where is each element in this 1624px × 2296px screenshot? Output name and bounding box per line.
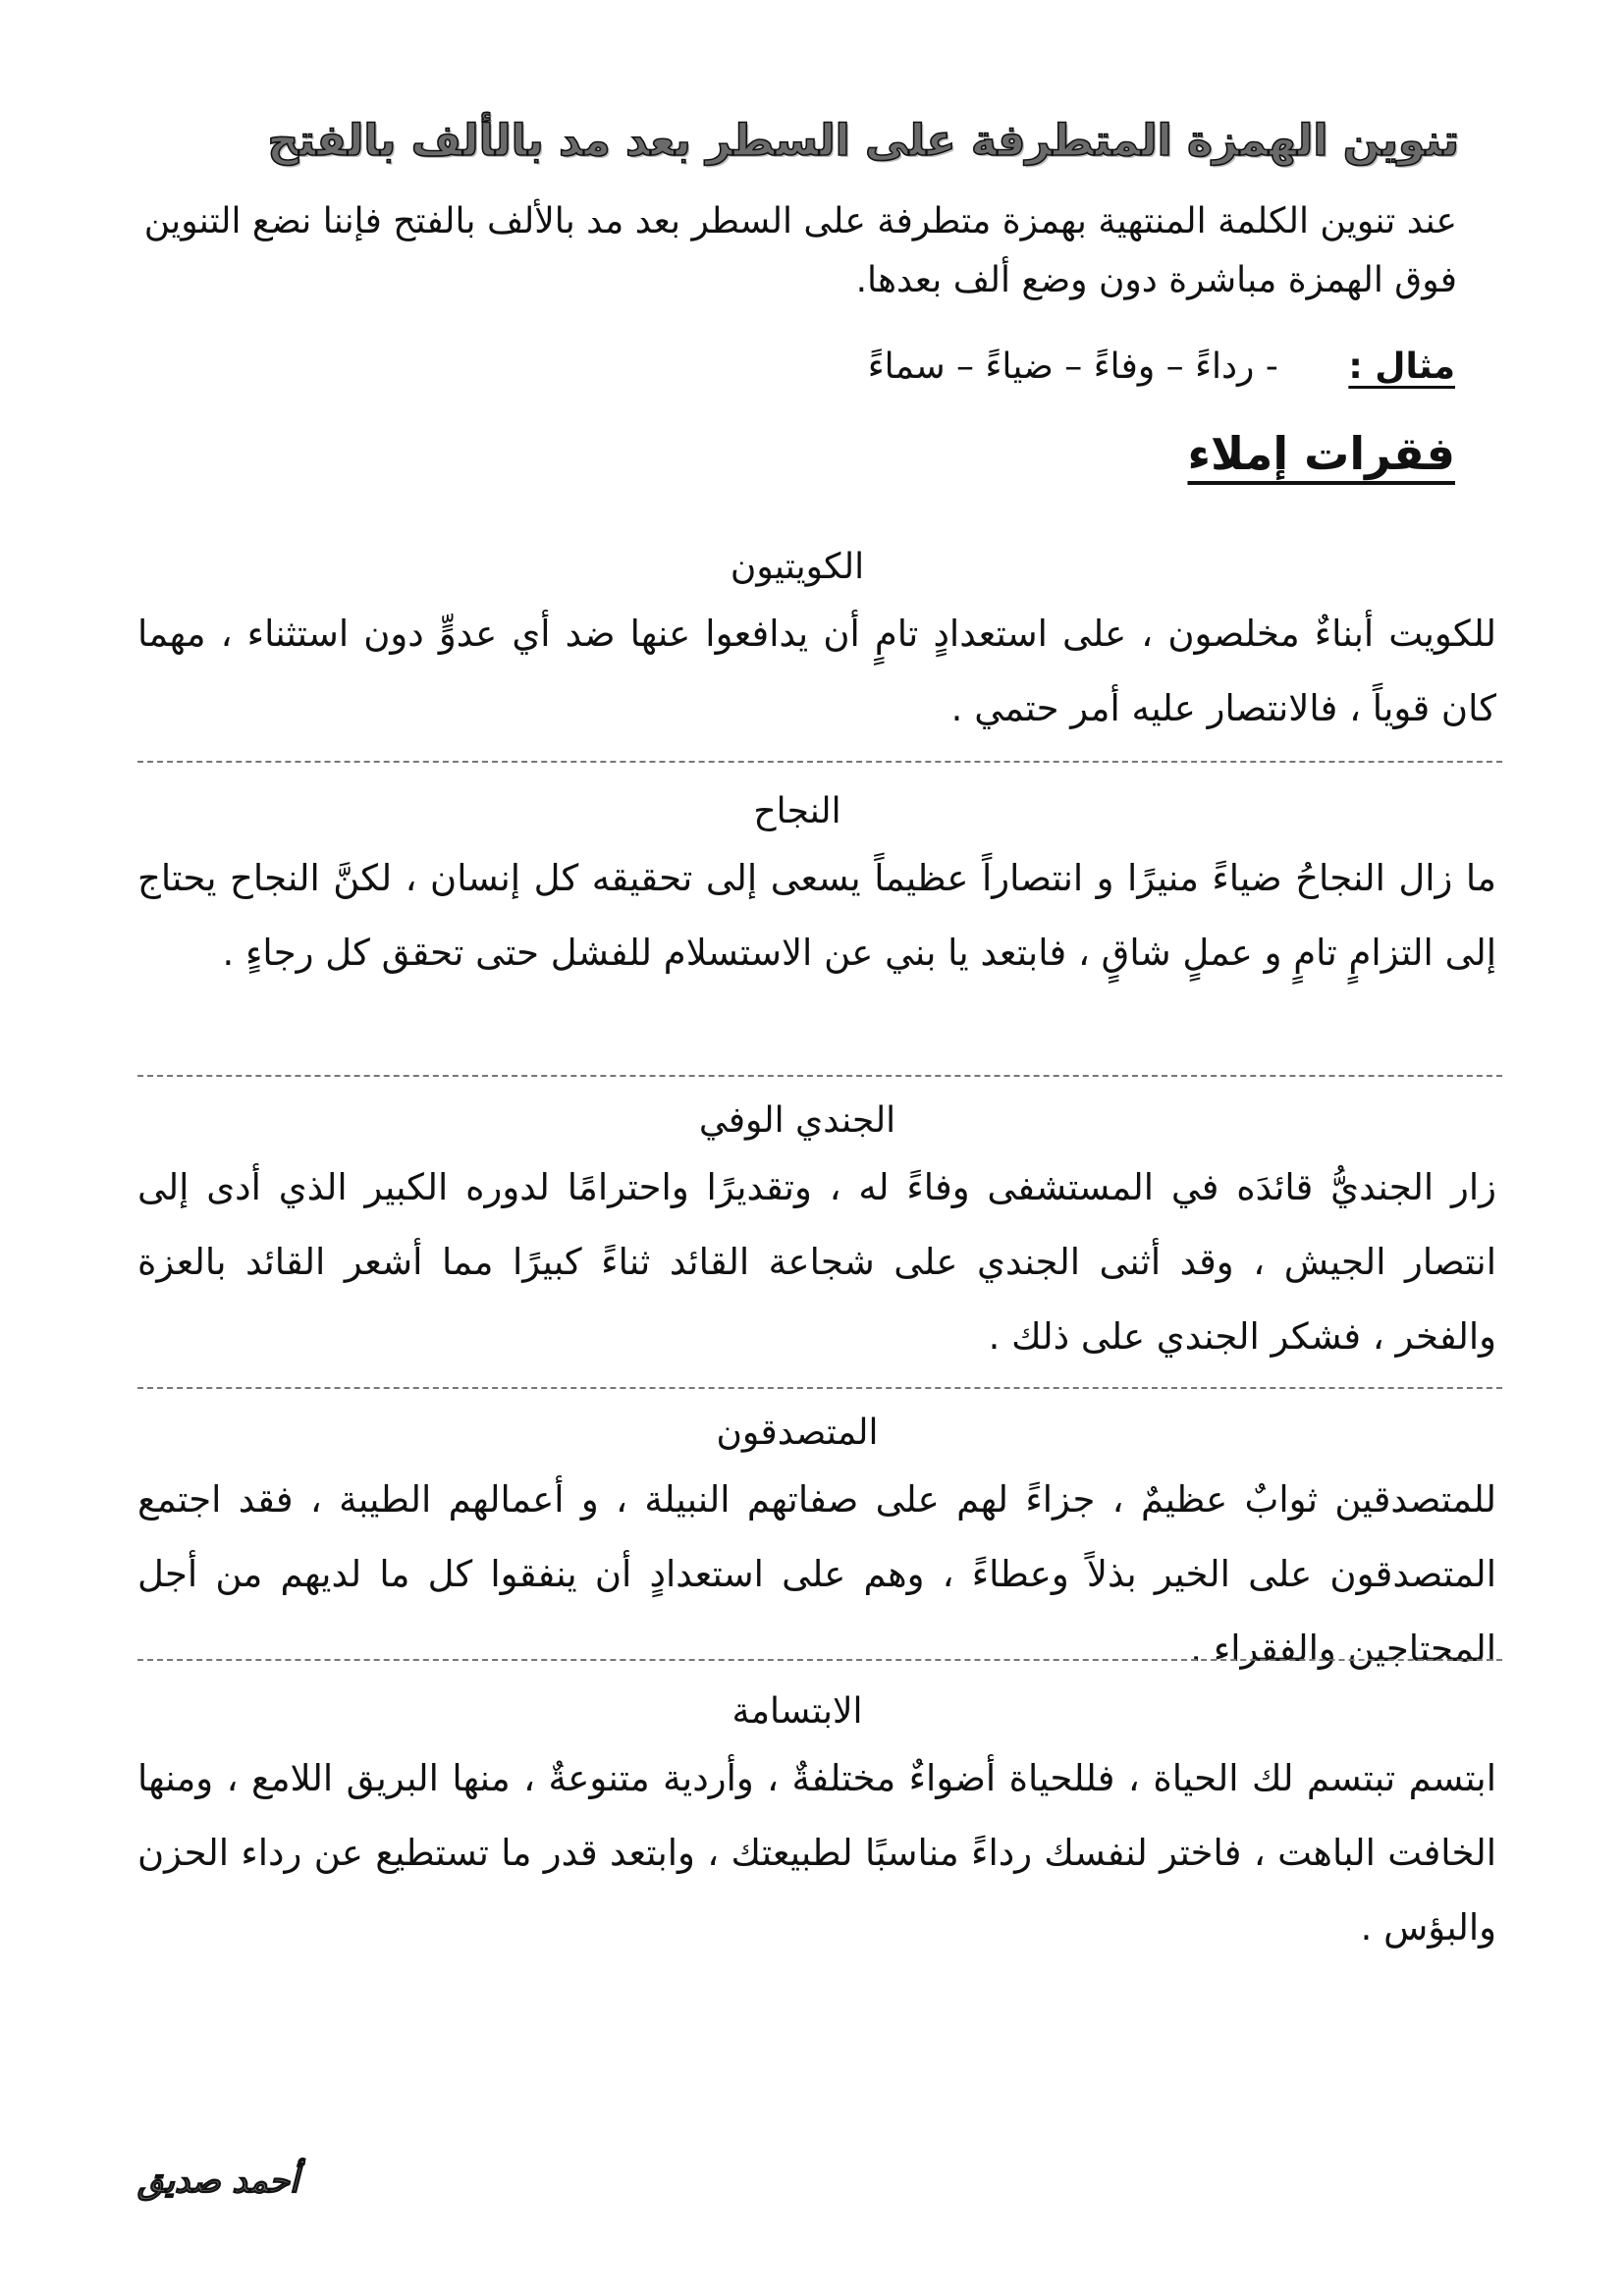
paragraph-title: الجندي الوفي — [698, 1100, 896, 1141]
dictation-paragraph — [137, 1682, 1496, 1965]
paragraph-title: الابتسامة — [731, 1691, 863, 1732]
example-label: مثال : — [1348, 347, 1455, 387]
rule-explanation: عند تنوين الكلمة المنتهية بهمزة متطرفة على السطر بعد مد بالألف بالفتح فإننا نضع التنوين فوق الهمزة مباشرة دون وضع ألف بعدها. — [143, 201, 1457, 300]
paragraph-body: ابتسم تبتسم لك الحياة ، فللحياة أضواءٌ مختلفةٌ ، وأردية متنوعةٌ ، منها البريق اللامع ، ومنها الخافت الباهت ، فاختر لنفسك رداءً مناسبًا لطبيعتك ، وابتعد قدر ما تستطيع عن رداء الحزن والبؤس . — [137, 1757, 1496, 1949]
author-signature: أحمد صديق — [137, 2162, 299, 2201]
paragraph-body: ما زال النجاحُ ضياءً منيرًا و انتصاراً عظيماً يسعى إلى تحقيقه كل إنسان ، لكنَّ النجاح يحتاج إلى التزامٍ تامٍ و عملٍ شاقٍ ، فابتعد يا بني عن الاستسلام للفشل حتى تحقق كل رجاءٍ . — [137, 857, 1496, 974]
dictation-paragraph — [137, 1404, 1496, 1686]
paragraph-title: النجاح — [753, 791, 841, 831]
example-words: - رداءً – وفاءً – ضياءً – سماءً — [867, 347, 1278, 387]
lesson-title: تنوين الهمزة المتطرفة على السطر بعد مد بالألف بالفتح — [267, 116, 1459, 166]
dictation-paragraph — [137, 782, 1496, 990]
paragraph-body: للكويت أبناءٌ مخلصون ، على استعدادٍ تامٍ أن يدافعوا عنها ضد أي عدوٍّ دون استثناء ، مهما كان قوياً ، فالانتصار عليه أمر حتمي . — [137, 613, 1496, 729]
dashed-divider — [137, 1659, 1502, 1661]
dictation-paragraph — [137, 538, 1496, 746]
example-row — [179, 342, 1455, 393]
paragraph-title: الكويتيون — [730, 547, 865, 587]
section-heading: فقرات إملاء — [1187, 427, 1455, 480]
paragraph-body: للمتصدقين ثوابٌ عظيمٌ ، جزاءً لهم على صفاتهم النبيلة ، و أعمالهم الطيبة ، فقد اجتمع المتصدقون على الخير بذلاً وعطاءً ، وهم على استعدادٍ أن ينفقوا كل ما لديهم من أجل المحتاجين والفقراء . — [137, 1478, 1496, 1670]
dashed-divider — [137, 761, 1502, 763]
dashed-divider — [137, 1075, 1502, 1077]
paragraph-title: المتصدقون — [716, 1413, 879, 1453]
dashed-divider — [137, 1387, 1502, 1389]
dictation-paragraph — [137, 1092, 1496, 1374]
paragraph-body: زار الجنديُّ قائدَه في المستشفى وفاءً له ، وتقديرًا واحترامًا لدوره الكبير الذي أدى إلى انتصار الجيش ، وقد أثنى الجندي على شجاعة القائد ثناءً كبيرًا مما أشعر القائد بالعزة والفخر ، فشكر الجندي على ذلك . — [137, 1166, 1496, 1358]
